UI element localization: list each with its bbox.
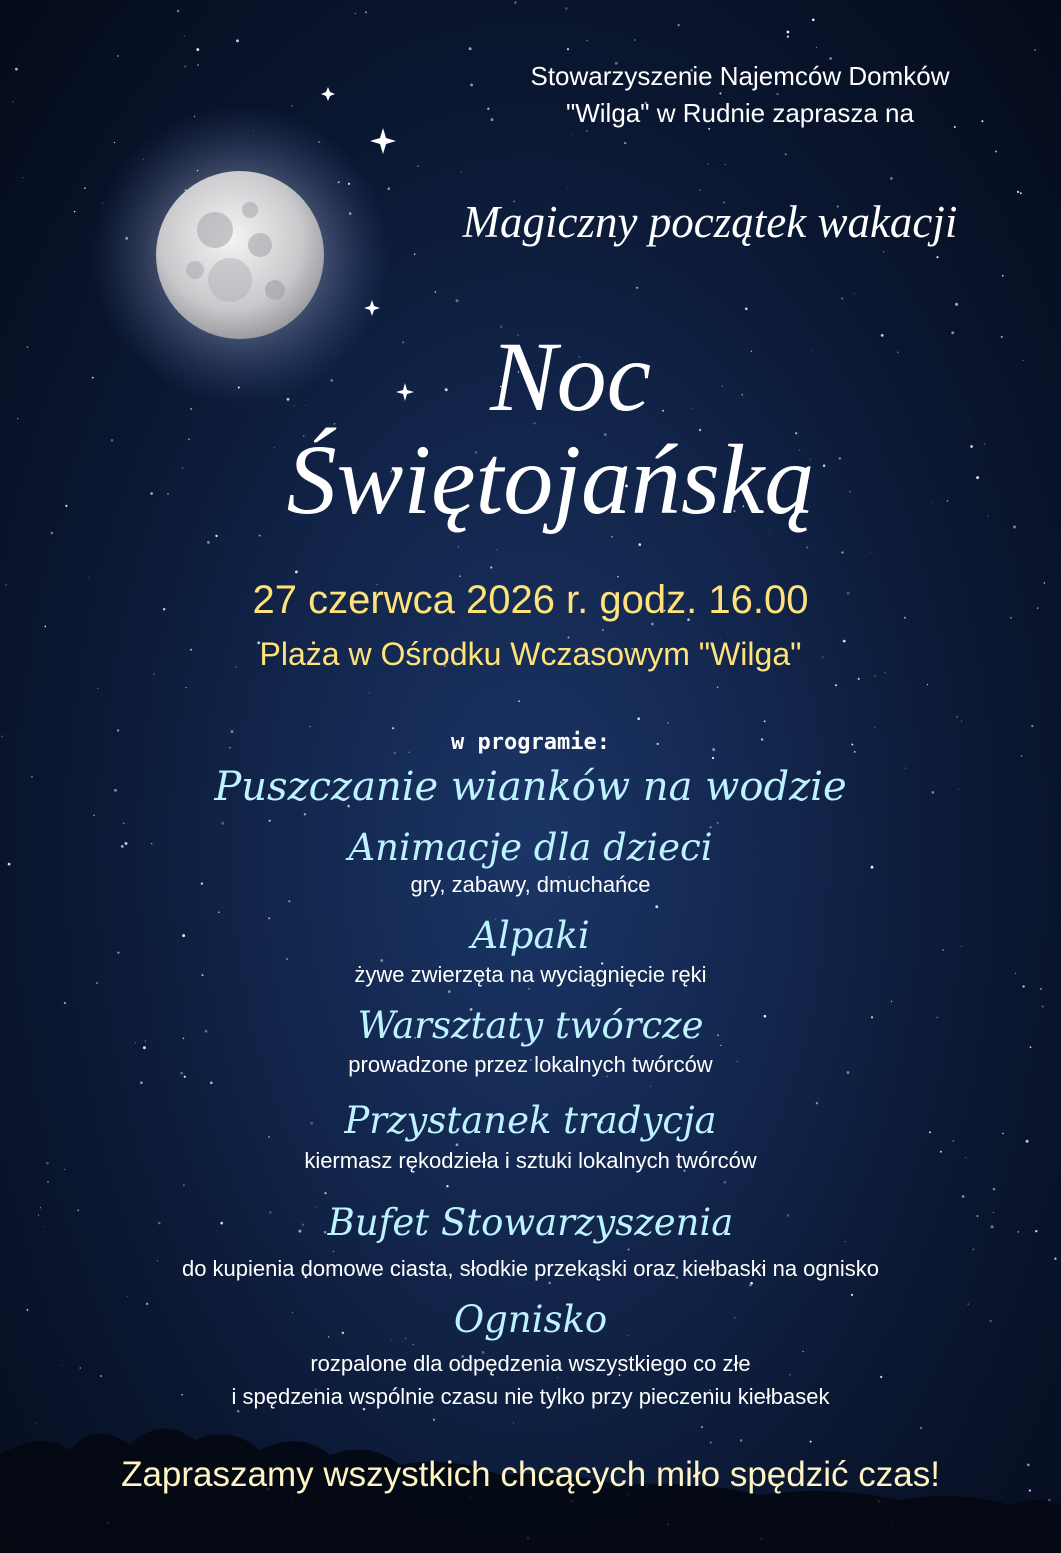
star-icon bbox=[740, 1439, 742, 1441]
star-icon bbox=[1020, 192, 1022, 194]
star-icon bbox=[215, 535, 217, 537]
star-icon bbox=[883, 251, 884, 252]
star-icon bbox=[528, 988, 530, 990]
star-icon bbox=[853, 293, 854, 294]
star-icon bbox=[920, 1427, 922, 1429]
star-icon bbox=[956, 716, 958, 718]
star-icon bbox=[237, 1410, 240, 1413]
star-icon bbox=[874, 727, 875, 728]
star-icon bbox=[333, 1251, 334, 1252]
program-label: w programie: bbox=[451, 730, 610, 755]
star-icon bbox=[17, 418, 18, 419]
star-icon bbox=[309, 726, 310, 727]
star-icon bbox=[825, 289, 826, 290]
star-icon bbox=[717, 822, 719, 824]
star-icon bbox=[514, 1, 516, 3]
star-icon bbox=[1031, 725, 1033, 727]
program-item-title: Warsztaty twórcze bbox=[357, 1004, 704, 1047]
star-icon bbox=[565, 7, 568, 10]
star-icon bbox=[84, 187, 86, 189]
program-item-desc: żywe zwierzęta na wyciągnięcie ręki bbox=[354, 962, 707, 987]
star-icon bbox=[572, 135, 573, 136]
star-icon bbox=[993, 1188, 996, 1191]
star-icon bbox=[183, 1184, 184, 1185]
star-icon bbox=[36, 1423, 37, 1424]
star-icon bbox=[12, 101, 13, 102]
star-icon bbox=[413, 1344, 414, 1345]
star-icon bbox=[787, 31, 790, 34]
program-item-desc: kiermasz rękodzieła i sztuki lokalnych twórców bbox=[304, 1148, 757, 1173]
star-icon bbox=[655, 905, 658, 908]
star-icon bbox=[936, 256, 938, 258]
star-icon bbox=[1002, 275, 1004, 277]
star-icon bbox=[812, 19, 815, 22]
star-icon bbox=[123, 822, 125, 824]
star-icon bbox=[699, 190, 700, 191]
star-icon bbox=[93, 814, 95, 816]
star-icon bbox=[745, 307, 748, 310]
program-item-title: Ognisko bbox=[453, 1298, 608, 1341]
organizer-text bbox=[440, 58, 1040, 132]
star-icon bbox=[177, 10, 179, 12]
star-icon bbox=[810, 1441, 812, 1443]
star-icon bbox=[210, 1082, 213, 1085]
star-icon bbox=[707, 163, 708, 164]
star-icon bbox=[995, 151, 997, 153]
event-title-line-1: Noc bbox=[489, 321, 652, 432]
star-icon bbox=[717, 686, 719, 688]
star-icon bbox=[291, 105, 292, 106]
star-icon bbox=[114, 142, 115, 143]
star-icon bbox=[513, 1422, 514, 1423]
star-icon bbox=[127, 1296, 128, 1297]
star-icon bbox=[365, 11, 367, 13]
star-icon bbox=[874, 675, 875, 676]
star-icon bbox=[295, 570, 298, 573]
star-icon bbox=[1017, 191, 1019, 193]
star-icon bbox=[446, 1185, 448, 1187]
star-icon bbox=[548, 1282, 551, 1285]
star-icon bbox=[184, 66, 186, 68]
star-icon bbox=[369, 692, 371, 694]
star-icon bbox=[725, 164, 726, 165]
star-icon bbox=[490, 566, 492, 568]
star-icon bbox=[557, 1377, 558, 1378]
star-icon bbox=[22, 177, 23, 178]
star-icon bbox=[858, 678, 860, 680]
star-icon bbox=[636, 287, 638, 289]
star-icon bbox=[667, 722, 669, 724]
program-item-title: Animacje dla dzieci bbox=[348, 826, 713, 869]
star-icon bbox=[324, 1192, 326, 1194]
star-icon bbox=[47, 1181, 48, 1182]
star-icon bbox=[890, 177, 893, 180]
star-icon bbox=[972, 1248, 974, 1250]
star-icon bbox=[816, 47, 817, 48]
program-item-desc: do kupienia domowe ciasta, słodkie przekąski oraz kiełbaski na ognisko bbox=[181, 1256, 880, 1281]
star-icon bbox=[724, 1181, 727, 1184]
program-item-desc: gry, zabawy, dmuchańce bbox=[410, 872, 651, 897]
star-icon bbox=[627, 1248, 629, 1250]
star-icon bbox=[304, 813, 306, 815]
star-icon bbox=[1040, 988, 1042, 990]
star-icon bbox=[567, 48, 569, 50]
star-icon bbox=[392, 727, 394, 729]
closing-invitation: Zapraszamy wszystkich chcących miło spędzić czas! bbox=[121, 1455, 940, 1494]
star-icon bbox=[435, 291, 437, 293]
star-icon bbox=[15, 68, 18, 71]
star-icon bbox=[961, 721, 962, 722]
star-icon bbox=[586, 40, 588, 42]
organizer-line-2: "Wilga" w Rudnie zaprasza na bbox=[566, 98, 914, 128]
star-icon bbox=[567, 188, 568, 189]
event-title-line-2: Świętojańską bbox=[286, 424, 815, 535]
star-icon bbox=[712, 757, 714, 759]
star-icon bbox=[851, 1294, 853, 1296]
star-icon bbox=[153, 673, 155, 675]
program-item-title: Bufet Stowarzyszenia bbox=[327, 1201, 734, 1244]
star-icon bbox=[678, 24, 680, 26]
star-icon bbox=[236, 39, 239, 42]
star-icon bbox=[469, 47, 472, 50]
star-icon bbox=[962, 1195, 965, 1198]
star-icon bbox=[496, 549, 497, 550]
star-icon bbox=[448, 990, 451, 993]
star-icon bbox=[870, 552, 871, 553]
star-icon bbox=[624, 142, 626, 144]
star-icon bbox=[701, 1426, 703, 1428]
star-icon bbox=[207, 541, 210, 544]
star-icon bbox=[387, 187, 390, 190]
star-icon bbox=[710, 1442, 712, 1444]
star-icon bbox=[140, 1081, 142, 1083]
star-icon bbox=[806, 546, 808, 548]
star-icon bbox=[44, 626, 46, 628]
star-icon bbox=[288, 900, 290, 902]
star-icon bbox=[841, 297, 843, 299]
star-icon bbox=[638, 543, 641, 546]
program-item-title: Przystanek tradycja bbox=[344, 1099, 717, 1142]
star-icon bbox=[602, 629, 603, 630]
star-icon bbox=[518, 700, 520, 702]
star-icon bbox=[651, 623, 654, 626]
star-icon bbox=[461, 172, 462, 173]
star-icon bbox=[185, 687, 186, 688]
star-icon bbox=[27, 346, 29, 348]
star-icon bbox=[764, 720, 766, 722]
star-icon bbox=[637, 717, 640, 720]
star-icon bbox=[611, 536, 613, 538]
star-icon bbox=[785, 153, 787, 155]
star-icon bbox=[891, 1001, 892, 1002]
star-icon bbox=[269, 820, 271, 822]
star-icon bbox=[433, 1419, 435, 1421]
organizer-line-1: Stowarzyszenie Najemców Domków bbox=[530, 61, 950, 91]
star-icon bbox=[355, 13, 356, 14]
star-icon bbox=[456, 299, 459, 302]
star-icon bbox=[197, 64, 198, 65]
star-icon bbox=[927, 684, 928, 685]
star-icon bbox=[184, 36, 185, 37]
star-icon bbox=[459, 575, 461, 577]
star-icon bbox=[955, 303, 958, 306]
star-icon bbox=[634, 39, 636, 41]
star-icon bbox=[286, 958, 288, 960]
star-icon bbox=[787, 35, 789, 37]
star-icon bbox=[218, 911, 220, 913]
tagline: Magiczny początek wakacji bbox=[462, 197, 958, 247]
star-icon bbox=[458, 547, 459, 548]
star-icon bbox=[117, 55, 118, 56]
program-item-desc: prowadzone przez lokalnych twórców bbox=[348, 1052, 713, 1077]
star-icon bbox=[414, 253, 416, 255]
star-icon bbox=[841, 551, 843, 553]
star-icon bbox=[196, 48, 199, 51]
program-item-title: Alpaki bbox=[471, 914, 590, 957]
program-item-desc: i spędzenia wspólnie czasu nie tylko przy pieczeniu kiełbasek bbox=[231, 1384, 830, 1409]
star-icon bbox=[74, 211, 76, 213]
star-icon bbox=[650, 1086, 651, 1087]
event-date: 27 czerwca 2026 r. godz. 16.00 bbox=[252, 578, 809, 622]
star-icon bbox=[417, 165, 419, 167]
star-icon bbox=[221, 822, 224, 825]
star-icon bbox=[750, 1282, 753, 1285]
star-icon bbox=[456, 1143, 459, 1146]
star-icon bbox=[835, 684, 837, 686]
star-icon bbox=[1021, 755, 1023, 757]
program-item-title: Puszczanie wianków na wodzie bbox=[214, 764, 847, 810]
program-item-desc: rozpalone dla odpędzenia wszystkiego co złe bbox=[310, 1351, 751, 1376]
star-icon bbox=[1034, 49, 1036, 51]
star-icon bbox=[97, 688, 98, 689]
event-place: Plaża w Ośrodku Wczasowym "Wilga" bbox=[259, 636, 802, 672]
